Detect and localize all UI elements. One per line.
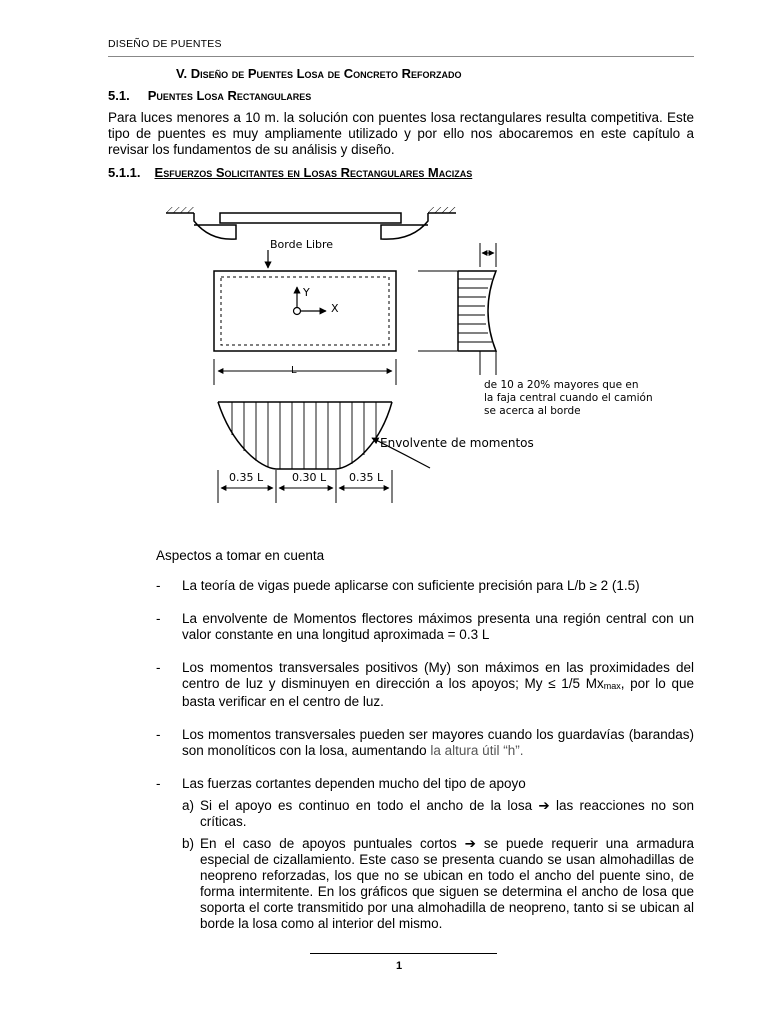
sub-item-b-text: En el caso de apoyos puntuales cortos ➔ se puede requerir una armadura especial de cizallamiento. Este caso se presenta cuando se usan almohadillas de neopreno reforzadas, los que no se ubican en todo el ancho del puente sino, de forma intermitente. En los gráficos que siguen se determina el ancho de losa que soporta el corte transmitido por una almohadilla de neopreno, tanto si se ubican al borde la losa como al interior del mismo. <box>200 836 694 931</box>
bullet-1-text: La teoría de vigas puede aplicarse con suficiente precisión para L/b ≥ 2 (1.5) <box>182 578 640 593</box>
subsection-heading <box>108 165 472 180</box>
list-item <box>156 727 694 759</box>
aspects-title: Aspectos a tomar en cuenta <box>156 548 325 563</box>
slab-diagram <box>0 195 768 525</box>
envelope-label: Envolvente de momentos <box>380 436 534 450</box>
bullet-3-subscript: max <box>603 681 621 691</box>
bullet-2-text: La envolvente de Momentos flectores máximos presenta una región central con un valor constante en una longitud aproximada = 0.3 L <box>182 611 694 642</box>
transverse-curve <box>458 271 496 351</box>
abutment-right <box>381 213 428 239</box>
dim-left-label: 0.35 L <box>229 471 264 484</box>
page-number: 1 <box>396 960 403 972</box>
free-edge-label: Borde Libre <box>270 238 334 251</box>
bullet-dash: - <box>156 578 161 593</box>
sub-item-a <box>182 798 694 830</box>
elevation-view <box>166 207 456 239</box>
note-line-3: se acerca al borde <box>484 405 581 417</box>
list-item <box>156 660 694 710</box>
axis-origin <box>294 308 301 315</box>
bullet-5-text: Las fuerzas cortantes dependen mucho del tipo de apoyo <box>182 776 526 791</box>
list-item <box>156 611 694 643</box>
bullet-3-text: Los momentos transversales positivos (My) son máximos en las proximidades del centro de luz y disminuyen en dirección a los apoyos; My ≤ 1/5 Mx <box>182 660 694 691</box>
running-header: DISEÑO DE PUENTES <box>108 38 222 50</box>
bullet-dash: - <box>156 776 161 791</box>
bullet-4-gray-text: la altura útil “h”. <box>426 743 524 758</box>
sub-item-a-marker: a) <box>182 798 195 813</box>
moment-envelope-diagram <box>218 402 534 503</box>
footer-rule <box>310 953 497 954</box>
section-heading <box>108 88 311 103</box>
list-item <box>156 578 694 594</box>
ground-hatch-right <box>428 207 456 213</box>
bullet-3-tail: , por lo que basta verificar en el centro de luz. <box>182 676 694 709</box>
header-rule <box>108 56 694 57</box>
note-line-2: la faja central cuando el camión <box>484 392 653 404</box>
list-item <box>156 776 694 932</box>
sub-item-b <box>182 836 694 932</box>
subsection-label: Esfuerzos Solicitantes en Losas Rectangulares Macizas <box>154 165 473 180</box>
span-label: L <box>291 365 297 376</box>
subsection-number: 5.1.1. <box>108 165 141 180</box>
bullet-4-text: Los momentos transversales pueden ser mayores cuando los guardavías (barandas) son monolíticos con la losa, aumentando <box>182 727 694 758</box>
section-number: 5.1. <box>108 88 130 103</box>
dim-center-label: 0.30 L <box>292 471 327 484</box>
bullet-dash: - <box>156 611 161 626</box>
note-line-1: de 10 a 20% mayores que en <box>484 379 639 391</box>
bullet-dash: - <box>156 727 161 742</box>
transverse-moment-diagram <box>418 243 653 417</box>
chapter-title: V. Diseño de Puentes Losa de Concreto Reforzado <box>176 66 462 81</box>
dim-right-label: 0.35 L <box>349 471 384 484</box>
aspects-list <box>156 578 694 932</box>
x-axis-label: X <box>331 302 339 315</box>
y-axis-label: Y <box>303 286 310 299</box>
intro-paragraph: Para luces menores a 10 m. la solución con puentes losa rectangulares resulta competitiva. Este tipo de puentes es muy ampliamente utilizado y por ello nos abocaremos en este capítulo a revisar los fundamentos de su análisis y diseño. <box>108 110 694 157</box>
section-label: Puentes Losa Rectangulares <box>147 88 312 103</box>
sub-item-a-text: Si el apoyo es continuo en todo el ancho de la losa ➔ las reacciones no son críticas. <box>200 798 694 829</box>
slab-elevation <box>220 213 401 223</box>
sub-item-b-marker: b) <box>182 836 195 851</box>
plan-view <box>214 238 396 385</box>
ground-hatch-left <box>166 207 194 213</box>
abutment-left <box>194 213 236 239</box>
bullet-dash: - <box>156 660 161 675</box>
